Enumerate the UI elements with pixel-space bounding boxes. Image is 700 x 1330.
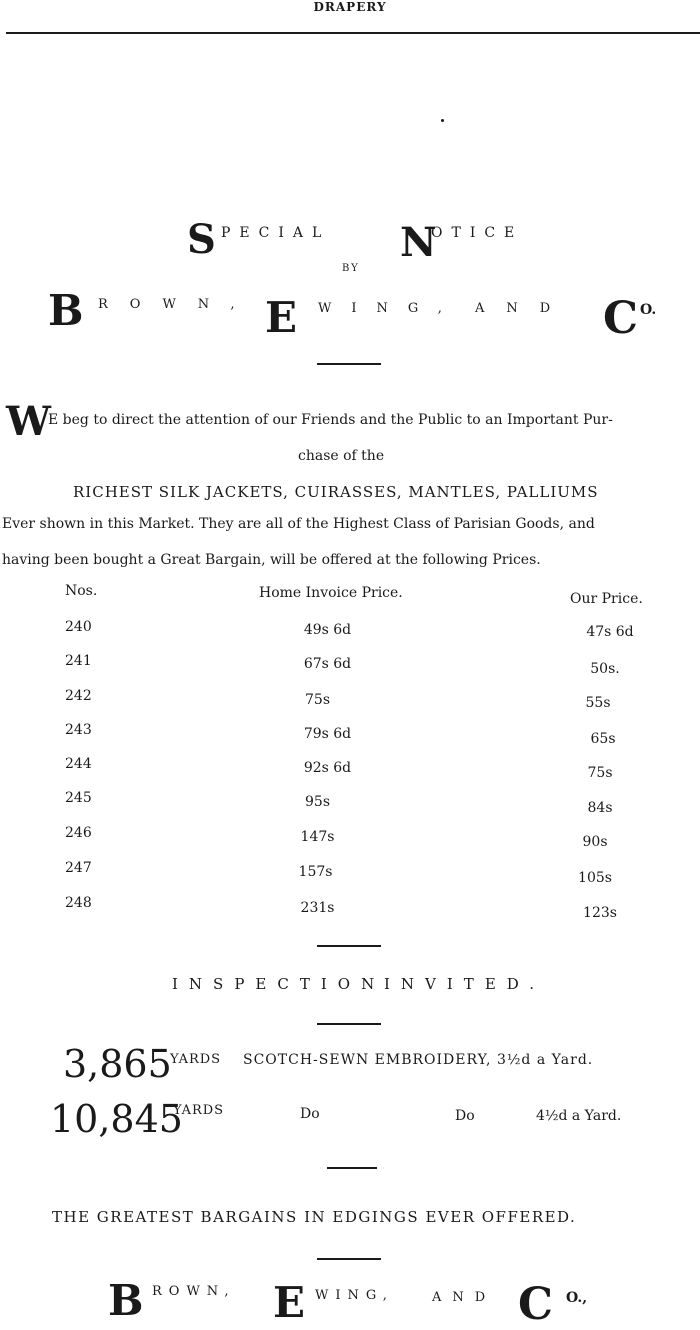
row-home-price: 67s 6d <box>303 656 352 672</box>
footer-e-initial: E <box>273 1278 306 1327</box>
row-our-price: 50s. <box>590 661 620 677</box>
row-our-price: 123s <box>583 905 617 921</box>
row-no: 246 <box>65 825 92 841</box>
notice-rest: OTICE <box>431 225 524 241</box>
row-our-price: 90s <box>582 834 608 850</box>
notice-initial: N <box>400 219 437 266</box>
firm-b-initial: B <box>48 286 84 335</box>
divider <box>317 363 381 365</box>
intro-line-2: chase of the <box>298 448 385 464</box>
row-our-price: 84s <box>587 800 613 816</box>
row-home-price: 75s <box>305 692 330 708</box>
col-header-nos: Nos. <box>65 583 98 599</box>
divider <box>317 945 381 947</box>
embroidery-desc-1: SCOTCH-SEWN EMBROIDERY, 3½d a Yard. <box>243 1052 594 1068</box>
row-no: 245 <box>65 790 92 806</box>
embroidery-unit-1: YARDS <box>170 1052 222 1067</box>
row-our-price: 75s <box>587 765 613 781</box>
firm-b-rest: ROWN, <box>98 297 257 312</box>
firm-e-initial: E <box>265 293 298 342</box>
firm-c-rest: O. <box>640 302 657 318</box>
footer-c-initial: C <box>518 1279 554 1330</box>
firm-c-initial: C <box>603 293 639 344</box>
row-our-price: 55s <box>585 695 611 711</box>
header-rule <box>6 32 700 34</box>
page-header: DRAPERY <box>313 0 387 14</box>
embroidery-do-1: Do <box>300 1106 320 1122</box>
row-home-price: 49s 6d <box>303 622 352 638</box>
embroidery-unit-2: YARDS <box>173 1103 225 1118</box>
intro-line-3: Ever shown in this Market. They are all of the Highest Class of Parisian Goods, and <box>2 516 595 532</box>
embroidery-qty-1: 3,865 <box>63 1042 172 1086</box>
row-no: 243 <box>65 722 92 738</box>
row-no: 242 <box>65 688 92 704</box>
row-home-price: 147s <box>300 829 335 845</box>
ink-speck <box>441 119 444 122</box>
footer-and: AND <box>432 1290 497 1305</box>
row-home-price: 157s <box>298 864 333 880</box>
intro-line-4: having been bought a Great Bargain, will be offered at the following Prices. <box>2 552 541 568</box>
divider <box>317 1023 381 1025</box>
row-our-price: 65s <box>590 731 616 747</box>
col-header-home: Home Invoice Price. <box>259 585 403 601</box>
special-initial: S <box>187 216 216 263</box>
firm-and: AND <box>475 301 573 316</box>
by-label: BY <box>342 263 360 274</box>
row-home-price: 79s 6d <box>303 726 352 742</box>
special-rest: PECIAL <box>221 225 331 241</box>
inspection-word-1: INSPECTION <box>172 975 386 993</box>
row-home-price: 231s <box>300 900 335 916</box>
footer-e-rest: WING, <box>315 1288 394 1303</box>
row-no: 247 <box>65 860 92 876</box>
embroidery-do-2: Do <box>455 1108 475 1124</box>
row-our-price: 47s 6d <box>586 624 634 640</box>
firm-e-rest: WING, <box>318 301 462 316</box>
intro-line-1: E beg to direct the attention of our Friends and the Public to an Important Pur- <box>48 412 613 428</box>
divider <box>327 1167 377 1169</box>
row-no: 248 <box>65 895 92 911</box>
row-home-price: 95s <box>305 794 330 810</box>
bargains-line: THE GREATEST BARGAINS IN EDGINGS EVER OFFERED. <box>52 1208 577 1226</box>
footer-c-rest: O., <box>566 1290 588 1306</box>
row-no: 244 <box>65 756 92 772</box>
row-home-price: 92s 6d <box>303 760 352 776</box>
embroidery-price-2: 4½d a Yard. <box>536 1108 622 1124</box>
intro-items: RICHEST SILK JACKETS, CUIRASSES, MANTLES, PALLIUMS <box>73 483 599 501</box>
row-our-price: 105s <box>578 870 612 886</box>
row-no: 240 <box>65 619 92 635</box>
col-header-ours: Our Price. <box>570 591 643 607</box>
footer-b-rest: ROWN, <box>152 1284 236 1299</box>
inspection-word-2: INVITED. <box>384 975 546 993</box>
intro-initial: W <box>6 398 51 445</box>
embroidery-qty-2: 10,845 <box>50 1097 183 1141</box>
footer-b-initial: B <box>108 1276 144 1325</box>
row-no: 241 <box>65 653 92 669</box>
divider <box>317 1258 381 1260</box>
